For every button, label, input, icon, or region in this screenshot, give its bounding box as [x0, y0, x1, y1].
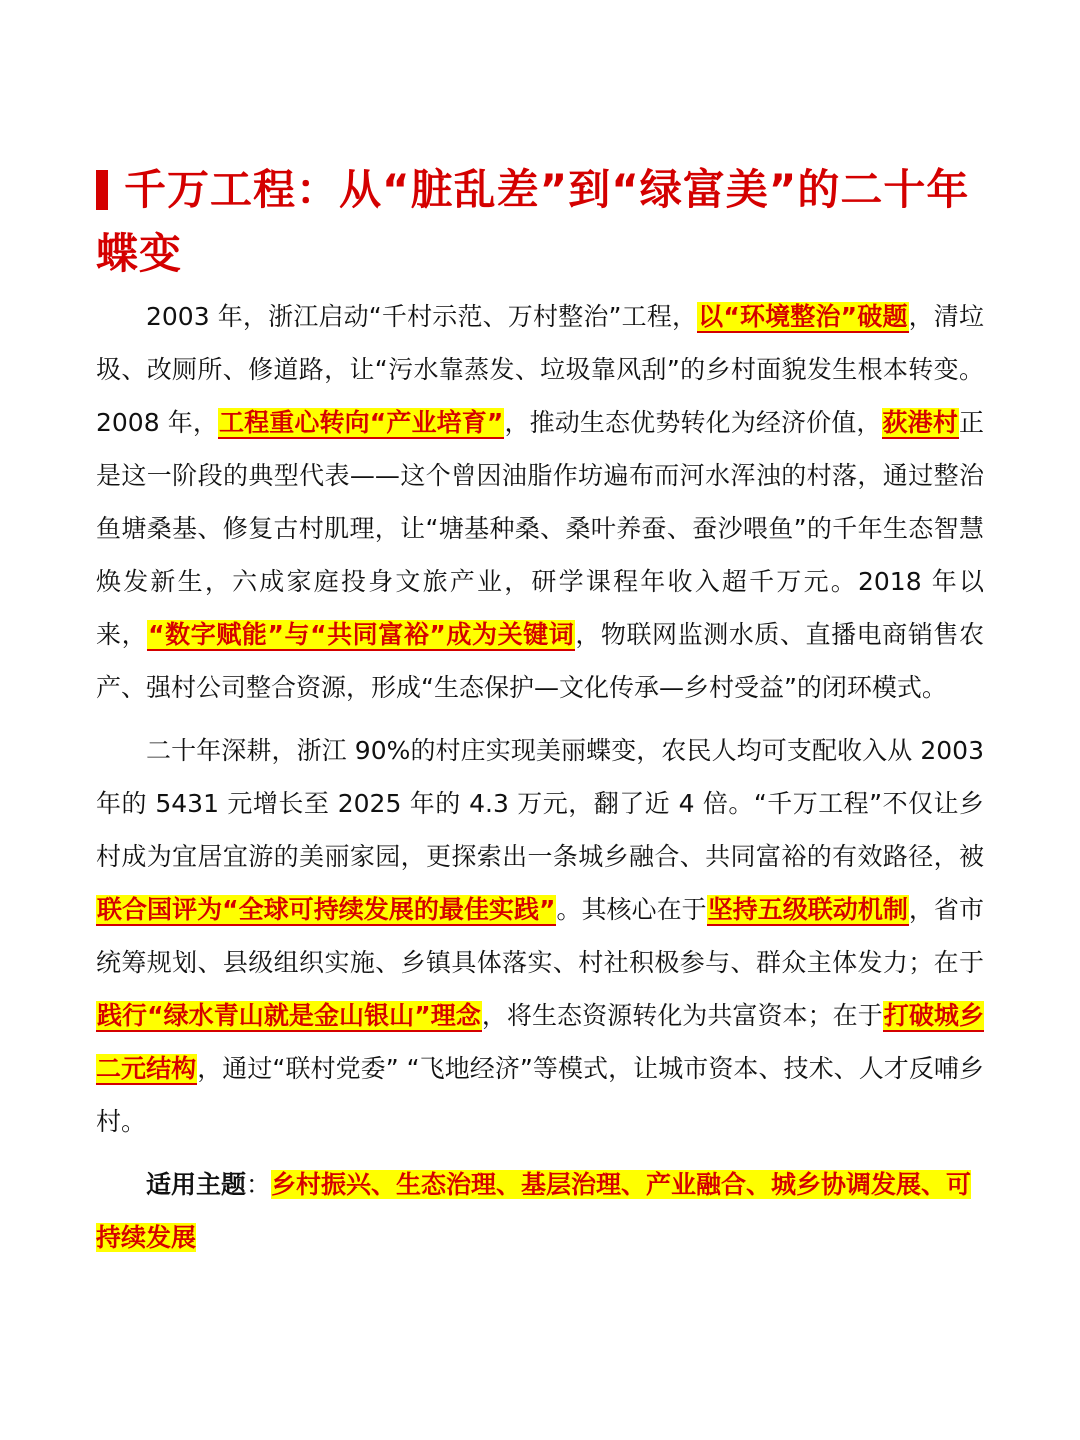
highlight-industry: 工程重心转向“产业培育”	[218, 408, 504, 437]
paragraph-text: ，推动生态优势转化为经济价值，	[504, 408, 882, 437]
paragraph-text: ，清垃圾、改厕所、修道路，让“污水靠蒸发、垃圾靠风刮”的乡村面貌发生根本转变。2008 年，	[96, 302, 984, 437]
paragraph-text: ，将生态资源转化为共富资本；在于	[481, 1001, 883, 1030]
paragraph-text: ，省市统筹规划、县级组织实施、乡镇具体落实、村社积极参与、群众主体发力；在于	[96, 895, 984, 977]
highlight-five-level: 坚持五级联动机制	[707, 895, 908, 924]
highlight-village: 荻港村	[882, 408, 958, 437]
highlight-urban-rural: 打破城乡二元结构	[96, 1001, 984, 1083]
title-line-1: 千万工程：从“脏乱差”到“绿富美”的二十年	[124, 165, 970, 214]
article-title	[96, 158, 984, 286]
paragraph-text: ，通过“联村党委” “飞地经济”等模式，让城市资本、技术、人才反哺乡村。	[96, 1054, 984, 1136]
theme-label: 适用主题	[146, 1170, 247, 1199]
paragraph-achievements	[96, 724, 984, 1148]
paragraph-text: 正是这一阶段的典型代表——这个曾因油脂作坊遍布而河水浑浊的村落，通过整治鱼塘桑基、修复古村肌理，让“塘基种桑、桑叶养蚕、蚕沙喂鱼”的千年生态智慧焕发新生，六成家庭投身文旅产业，研学课程年收入超千万元。2018 年以来，	[96, 408, 984, 649]
paragraph-text: 二十年深耕，浙江 90%的村庄实现美丽蝶变，农民人均可支配收入从 2003 年的 5431 元增长至 2025 年的 4.3 万元，翻了近 4 倍。“千万工程”不仅让乡村成为宜居宜游的美丽家园，更探索出一条城乡融合、共同富裕的有效路径，被	[96, 736, 984, 871]
highlight-digital: “数字赋能”与“共同富裕”成为关键词	[148, 620, 575, 649]
paragraph-history	[96, 290, 984, 714]
applicable-themes	[96, 1158, 984, 1264]
highlight-green-mountains: 践行“绿水青山就是金山银山”理念	[97, 1001, 481, 1030]
theme-value: 乡村振兴、生态治理、基层治理、产业融合、城乡协调发展、可持续发展	[96, 1170, 972, 1252]
paragraph-text: ，物联网监测水质、直播电商销售农产、强村公司整合资源，形成“生态保护—文化传承—乡村受益”的闭环模式。	[96, 620, 984, 702]
title-accent-bar	[96, 170, 108, 210]
highlight-un-award: 联合国评为“全球可持续发展的最佳实践”	[97, 895, 556, 924]
title-line-2: 蝶变	[96, 229, 183, 278]
paragraph-text: 2003 年，浙江启动“千村示范、万村整治”工程，	[146, 302, 698, 331]
highlight-environment: 以“环境整治”破题	[698, 302, 908, 331]
paragraph-text: 。其核心在于	[556, 895, 707, 924]
theme-separator: ：	[246, 1170, 272, 1199]
